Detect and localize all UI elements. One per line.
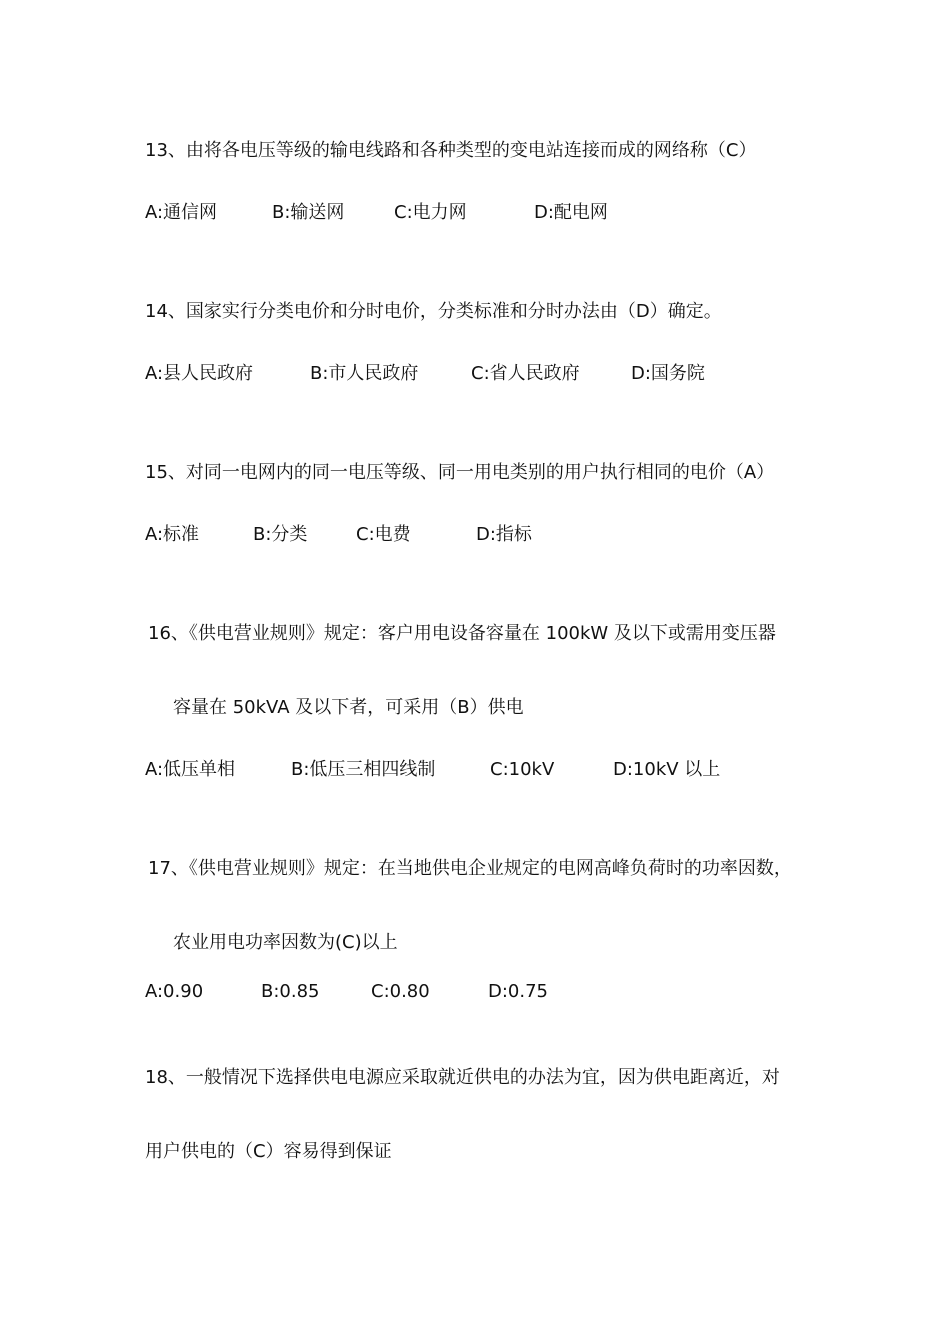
option-d: D:指标 (476, 524, 532, 545)
option-c: C:电力网 (394, 202, 467, 223)
option-c: C:电费 (356, 524, 411, 545)
question-17-text-line2: 农业用电功率因数为(C)以上 (173, 932, 398, 953)
question-15-text: 15、对同一电网内的同一电压等级、同一用电类别的用户执行相同的电价（A） (145, 462, 775, 483)
question-18-text-line1: 18、一般情况下选择供电电源应采取就近供电的办法为宜，因为供电距离近，对 (145, 1067, 780, 1088)
option-b: B:输送网 (272, 202, 345, 223)
option-d: D:10kV 以上 (613, 759, 721, 780)
question-14-text: 14、国家实行分类电价和分时电价，分类标准和分时办法由（D）确定。 (145, 301, 722, 322)
option-d: D:配电网 (534, 202, 608, 223)
option-a: A:通信网 (145, 202, 218, 223)
option-a: A:0.90 (145, 981, 204, 1002)
option-a: A:标准 (145, 524, 200, 545)
option-a: A:县人民政府 (145, 363, 254, 384)
option-d: D:国务院 (631, 363, 705, 384)
question-18-text-line2: 用户供电的（C）容易得到保证 (145, 1141, 392, 1162)
question-16-text-line2: 容量在 50kVA 及以下者，可采用（B）供电 (173, 697, 524, 718)
option-b: B:分类 (253, 524, 308, 545)
option-c: C:10kV (490, 759, 555, 780)
question-16-text-line1: 16、《供电营业规则》规定：客户用电设备容量在 100kW 及以下或需用变压器 (148, 623, 776, 644)
option-b: B:0.85 (261, 981, 320, 1002)
option-b: B:低压三相四线制 (291, 759, 436, 780)
option-c: C:省人民政府 (471, 363, 580, 384)
question-17-text-line1: 17、《供电营业规则》规定：在当地供电企业规定的电网高峰负荷时的功率因数， (148, 858, 792, 879)
option-b: B:市人民政府 (310, 363, 419, 384)
option-c: C:0.80 (371, 981, 430, 1002)
option-a: A:低压单相 (145, 759, 236, 780)
question-13-text: 13、由将各电压等级的输电线路和各种类型的变电站连接而成的网络称（C） (145, 140, 757, 161)
option-d: D:0.75 (488, 981, 549, 1002)
